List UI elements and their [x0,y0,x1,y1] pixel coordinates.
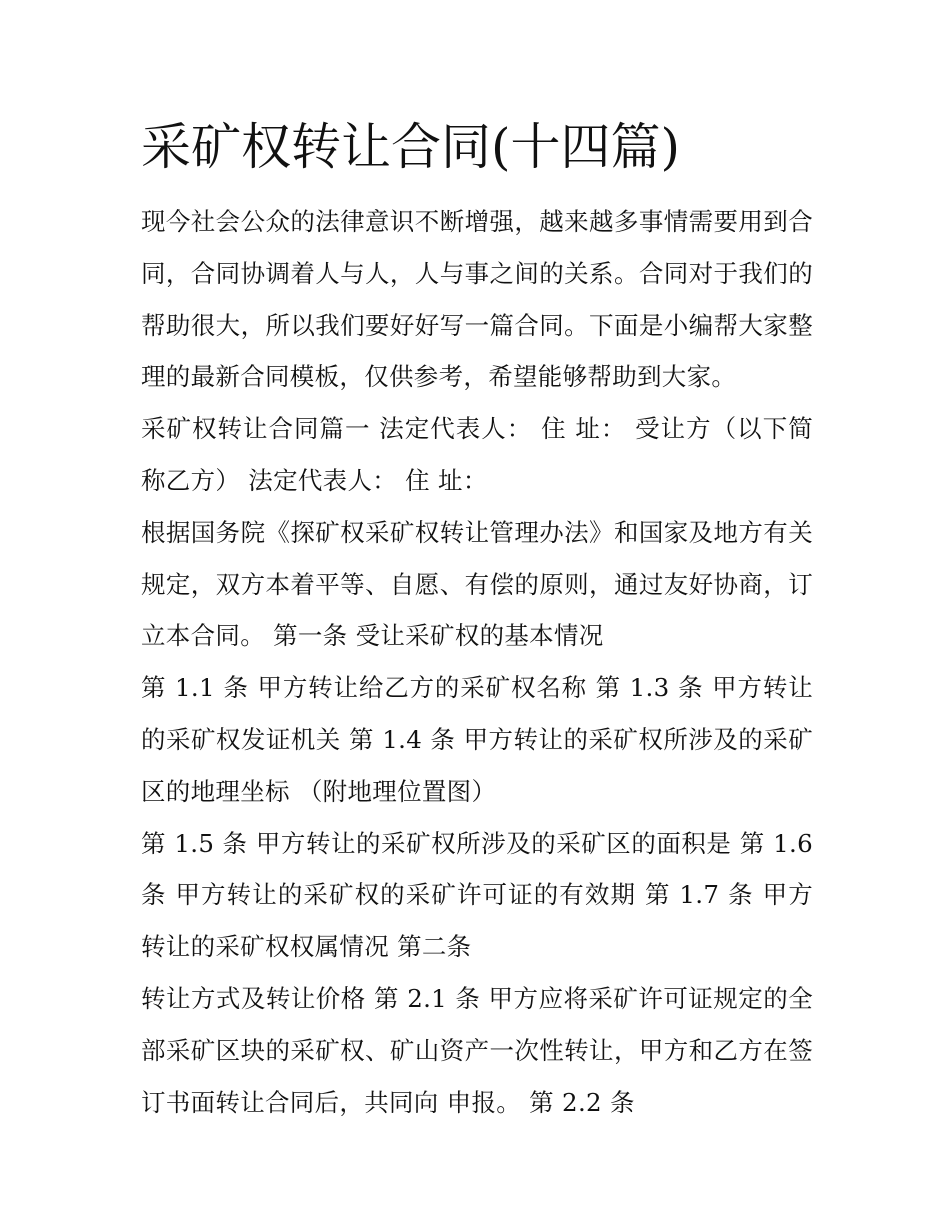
paragraph-article-1-5: 第 1.5 条 甲方转让的采矿权所涉及的采矿区的面积是 第 1.6 条 甲方转让的采矿权的采矿许可证的有效期 第 1.7 条 甲方转让的采矿权权属情况 第二条 [141,828,813,962]
paragraph-intro: 现今社会公众的法律意识不断增强，越来越多事情需要用到合同，合同协调着人与人，人与事之间的关系。合同对于我们的帮助很大，所以我们要好好写一篇合同。下面是小编帮大家整理的最新合同模板，仅供参考，希望能够帮助到大家。 [141,207,813,392]
document-title: 采矿权转让合同(十四篇) [141,118,681,176]
document-body [141,196,813,1128]
paragraph-parties: 采矿权转让合同篇一 法定代表人： 住 址： 受让方（以下简称乙方） 法定代表人： 住 址： [141,414,813,495]
paragraph-article-2: 转让方式及转让价格 第 2.1 条 甲方应将采矿许可证规定的全部采矿区块的采矿权、矿山资产一次性转让，甲方和乙方在签订书面转让合同后，共同向 申报。 第 2.2 条 [141,983,813,1117]
paragraph-article-1-1: 第 1.1 条 甲方转让给乙方的采矿权名称 第 1.3 条 甲方转让的采矿权发证机关 第 1.4 条 甲方转让的采矿权所涉及的采矿区的地理坐标 （附地理位置图） [141,673,813,806]
paragraph-basis: 根据国务院《探矿权采矿权转让管理办法》和国家及地方有关规定，双方本着平等、自愿、有偿的原则，通过友好协商，订立本合同。 第一条 受让采矿权的基本情况 [141,517,813,651]
